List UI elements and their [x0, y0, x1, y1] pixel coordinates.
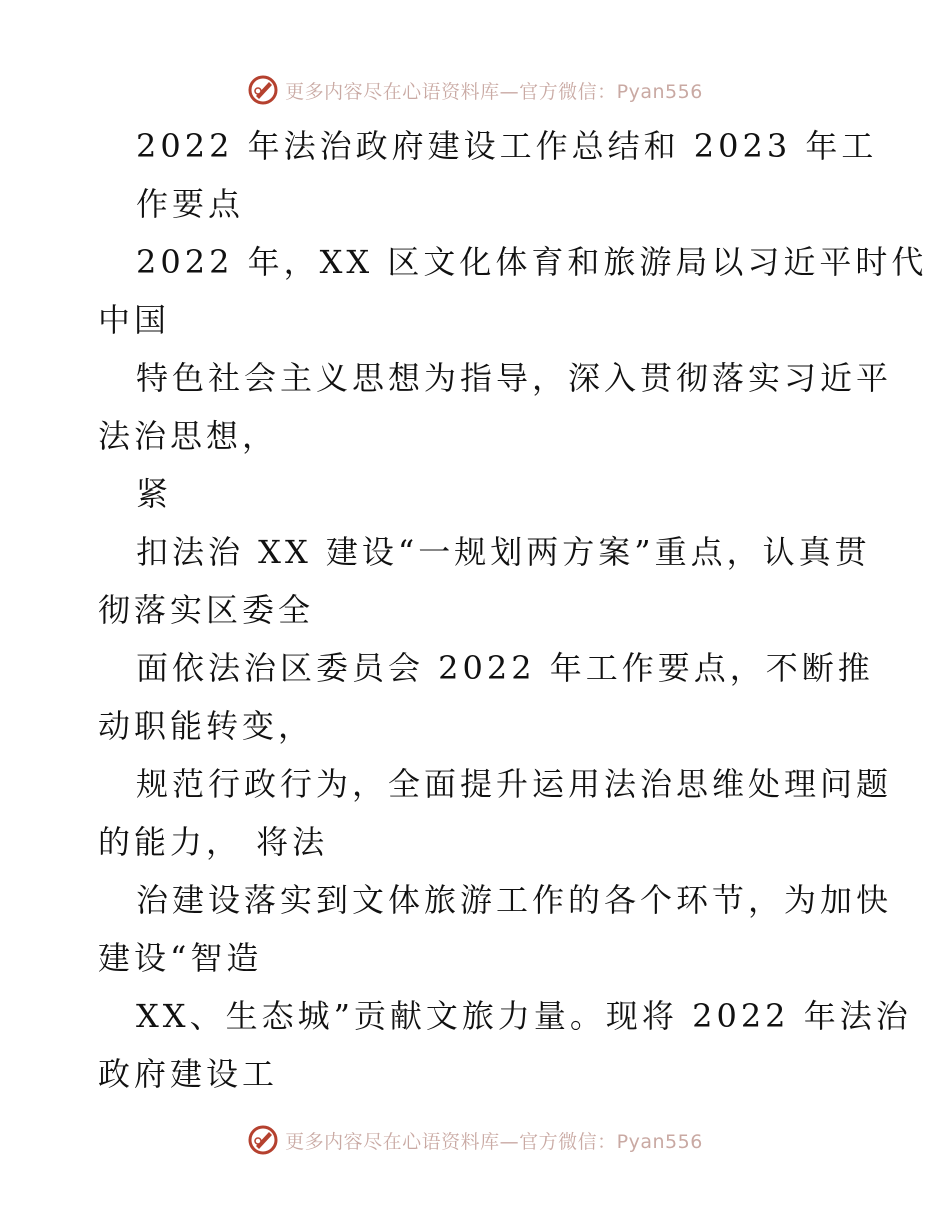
paragraph-line: 规范行政行为，全面提升运用法治思维处理问题: [136, 765, 893, 803]
paragraph-line: 的能力， 将法: [98, 823, 329, 861]
paragraph-line: 2022 年，XX 区文化体育和旅游局以习近平时代: [136, 243, 928, 281]
watermark-text: 更多内容尽在心语资料库—官方微信：Pyan556: [285, 80, 703, 103]
title-line-1: 2022 年法治政府建设工作总结和 2023 年工: [136, 127, 878, 165]
paragraph-line: 彻落实区委全: [98, 591, 315, 629]
title-line-2: 作要点: [136, 185, 245, 223]
watermark-footer: [0, 1120, 950, 1160]
paragraph-line: 法治思想，: [98, 417, 279, 455]
logo-icon: [247, 1124, 279, 1156]
paragraph-line: XX、生态城”贡献文旅力量。现将 2022 年法治: [136, 997, 912, 1035]
paragraph-line: 特色社会主义思想为指导，深入贯彻落实习近平: [136, 359, 893, 397]
paragraph-line: 中国: [98, 301, 171, 339]
paragraph-line: 建设“智造: [98, 939, 263, 977]
logo-icon: [247, 74, 279, 106]
paragraph-line: 紧: [136, 475, 173, 513]
paragraph-line: 政府建设工: [98, 1055, 279, 1093]
watermark-text: 更多内容尽在心语资料库—官方微信：Pyan556: [285, 1130, 703, 1153]
paragraph-line: 面依法治区委员会 2022 年工作要点，不断推: [136, 649, 874, 687]
paragraph-line: 扣法治 XX 建设“一规划两方案”重点，认真贯: [136, 533, 871, 571]
paragraph-line: 治建设落实到文体旅游工作的各个环节，为加快: [136, 881, 893, 919]
watermark-header: [0, 70, 950, 110]
paragraph-line: 动职能转变，: [98, 707, 315, 745]
